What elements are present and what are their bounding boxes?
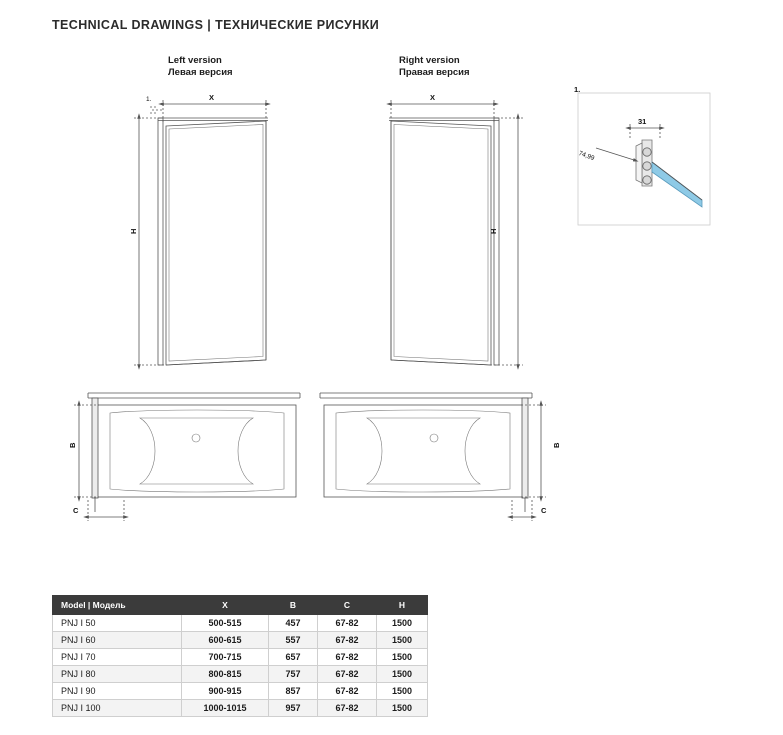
- table-body: [53, 615, 428, 717]
- dim-b-left-text: B: [68, 442, 77, 448]
- left-version-plan: [74, 393, 300, 521]
- page-title-separator: |: [207, 18, 212, 32]
- cell-h: 1500: [377, 632, 428, 649]
- dim-b-right-text: B: [552, 442, 561, 448]
- dim-x-left: X: [209, 93, 215, 102]
- table-row: [53, 700, 428, 717]
- cell-h: 1500: [377, 666, 428, 683]
- dim-h-right-text: H: [489, 228, 498, 234]
- cell-h: 1500: [377, 700, 428, 717]
- table-row: [53, 615, 428, 632]
- cell-c: 67-82: [318, 666, 377, 683]
- dim-x-right: X: [430, 93, 436, 102]
- cell-h: 1500: [377, 683, 428, 700]
- table-row: [53, 666, 428, 683]
- specification-table: [52, 595, 428, 717]
- cell-x: 1000-1015: [182, 700, 269, 717]
- cell-b: 657: [269, 649, 318, 666]
- cell-b: 457: [269, 615, 318, 632]
- detail-marker-label: 1.: [574, 85, 581, 94]
- right-version-plan: [320, 393, 546, 521]
- caption-left-version-en: Left version: [168, 55, 222, 66]
- caption-left-version-ru: Левая версия: [168, 67, 233, 78]
- table-header-row: [53, 596, 428, 615]
- table-row: [53, 632, 428, 649]
- dim-h-left-text: H: [129, 228, 138, 234]
- dim-detail-ref-left: 1.: [146, 96, 152, 103]
- dim-detail-angle: 74,99: [577, 150, 596, 163]
- cell-x: 700-715: [182, 649, 269, 666]
- cell-x: 600-615: [182, 632, 269, 649]
- cell-x: 500-515: [182, 615, 269, 632]
- table-row: [53, 683, 428, 700]
- dim-c-right: C: [541, 506, 547, 515]
- table-header-x: X: [182, 596, 269, 615]
- cell-b: 957: [269, 700, 318, 717]
- cell-c: 67-82: [318, 632, 377, 649]
- cell-x: 800-815: [182, 666, 269, 683]
- cell-model: PNJ I 90: [53, 683, 182, 700]
- cell-model: PNJ I 60: [53, 632, 182, 649]
- cell-model: PNJ I 80: [53, 666, 182, 683]
- cell-x: 900-915: [182, 683, 269, 700]
- cell-b: 857: [269, 683, 318, 700]
- table-header-h: H: [377, 596, 428, 615]
- right-version-elevation: [389, 100, 523, 365]
- cell-c: 67-82: [318, 615, 377, 632]
- cell-c: 67-82: [318, 700, 377, 717]
- table-row: [53, 649, 428, 666]
- cell-c: 67-82: [318, 683, 377, 700]
- table-header-c: C: [318, 596, 377, 615]
- caption-right-version-ru: Правая версия: [399, 67, 470, 78]
- cell-b: 557: [269, 632, 318, 649]
- table-header-b: B: [269, 596, 318, 615]
- left-version-elevation: [134, 100, 268, 365]
- detail-view: [578, 93, 710, 225]
- cell-h: 1500: [377, 649, 428, 666]
- cell-model: PNJ I 50: [53, 615, 182, 632]
- cell-c: 67-82: [318, 649, 377, 666]
- cell-h: 1500: [377, 615, 428, 632]
- dim-c-left: C: [73, 506, 79, 515]
- cell-b: 757: [269, 666, 318, 683]
- page-title-en: TECHNICAL DRAWINGS: [52, 18, 204, 32]
- cell-model: PNJ I 70: [53, 649, 182, 666]
- dim-detail-width: 31: [638, 117, 647, 126]
- table-header-model: Model | Модель: [53, 596, 182, 615]
- cell-model: PNJ I 100: [53, 700, 182, 717]
- caption-right-version-en: Right version: [399, 55, 460, 66]
- page-title-ru: ТЕХНИЧЕСКИЕ РИСУНКИ: [215, 18, 380, 32]
